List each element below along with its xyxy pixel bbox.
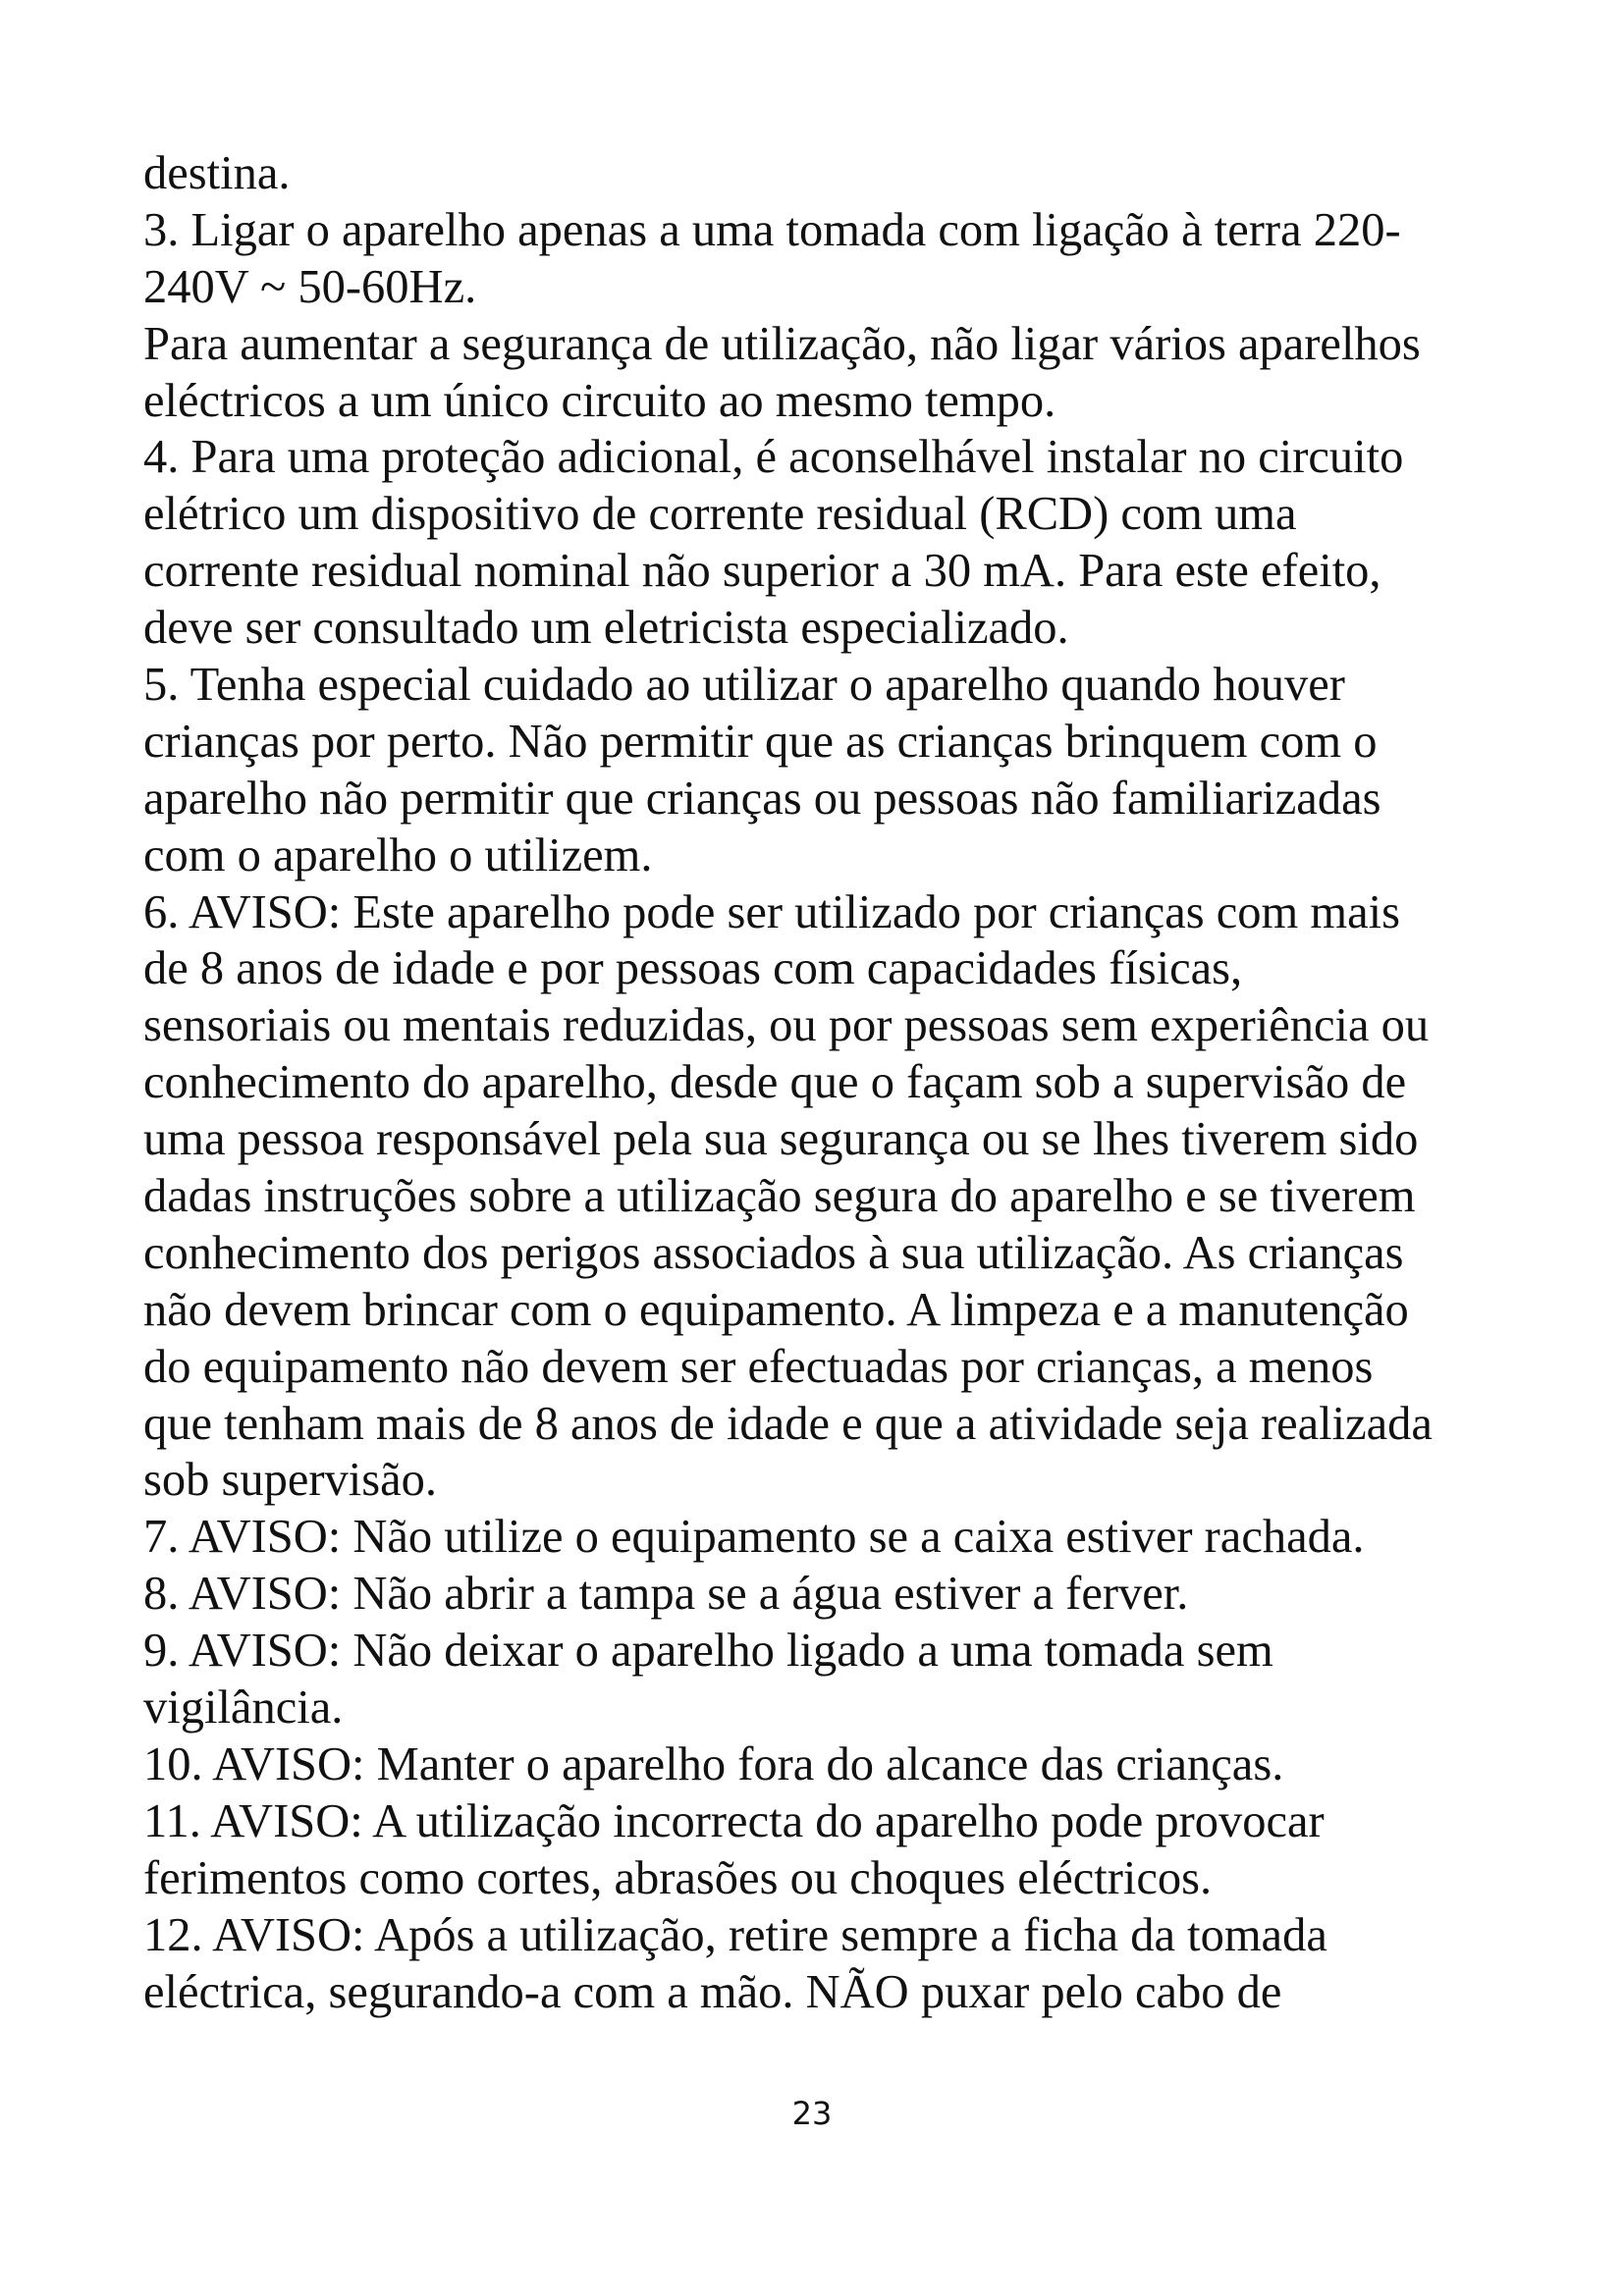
text-line: Para aumentar a segurança de utilização, não ligar vários aparelhos	[143, 317, 1421, 370]
text-line: não devem brincar com o equipamento. A limpeza e a manutenção	[143, 1283, 1409, 1336]
text-line: do equipamento não devem ser efectuadas por crianças, a menos	[143, 1340, 1374, 1393]
text-line: 3. Ligar o aparelho apenas a uma tomada com ligação à terra 220-	[143, 203, 1401, 256]
text-line: conhecimento dos perigos associados à sua utilização. As crianças	[143, 1226, 1404, 1279]
body-text	[143, 145, 1538, 2020]
text-line: corrente residual nominal não superior a 30 mA. Para este efeito,	[143, 545, 1381, 598]
text-line: sensoriais ou mentais reduzidas, ou por pessoas sem experiência ou	[143, 999, 1430, 1052]
text-line: de 8 anos de idade e por pessoas com capacidades físicas,	[143, 942, 1243, 995]
text-line: 8. AVISO: Não abrir a tampa se a água estiver a ferver.	[143, 1568, 1189, 1621]
text-line: 6. AVISO: Este aparelho pode ser utilizado por crianças com mais	[143, 885, 1400, 938]
text-line: crianças por perto. Não permitir que as crianças brinquem com o	[143, 715, 1378, 768]
text-line: com o aparelho o utilizem.	[143, 828, 653, 881]
text-line: 10. AVISO: Manter o aparelho fora do alcance das crianças.	[143, 1737, 1284, 1790]
text-line: conhecimento do aparelho, desde que o façam sob a supervisão de	[143, 1056, 1407, 1109]
text-line: 9. AVISO: Não deixar o aparelho ligado a uma tomada sem	[143, 1625, 1273, 1678]
text-line: 12. AVISO: Após a utilização, retire sempre a ficha da tomada	[143, 1908, 1327, 1961]
text-line: aparelho não permitir que crianças ou pessoas não familiarizadas	[143, 772, 1381, 825]
text-line: uma pessoa responsável pela sua segurança ou se lhes tiverem sido	[143, 1113, 1419, 1166]
text-line: sob supervisão.	[143, 1454, 438, 1507]
text-line: eléctricos a um único circuito ao mesmo tempo.	[143, 374, 1056, 427]
text-line: 11. AVISO: A utilização incorrecta do aparelho pode provocar	[143, 1794, 1325, 1847]
text-line: destina.	[143, 147, 291, 199]
text-line: 4. Para uma proteção adicional, é aconselhável instalar no circuito	[143, 431, 1404, 484]
text-line: que tenham mais de 8 anos de idade e que a atividade seja realizada	[143, 1397, 1433, 1450]
text-line: 7. AVISO: Não utilize o equipamento se a caixa estiver rachada.	[143, 1511, 1365, 1564]
text-line: vigilância.	[143, 1682, 344, 1735]
text-line: elétrico um dispositivo de corrente residual (RCD) com uma	[143, 488, 1297, 541]
text-line: eléctrica, segurando-a com a mão. NÃO puxar pelo cabo de	[143, 1965, 1282, 2018]
page-number: 23	[791, 2095, 833, 2132]
text-line: 5. Tenha especial cuidado ao utilizar o aparelho quando houver	[143, 659, 1345, 712]
text-line: deve ser consultado um eletricista especializado.	[143, 602, 1069, 655]
text-line: 240V ~ 50-60Hz.	[143, 260, 477, 313]
text-line: dadas instruções sobre a utilização segura do aparelho e se tiverem	[143, 1170, 1416, 1223]
text-line: ferimentos como cortes, abrasões ou choques eléctricos.	[143, 1851, 1213, 1904]
